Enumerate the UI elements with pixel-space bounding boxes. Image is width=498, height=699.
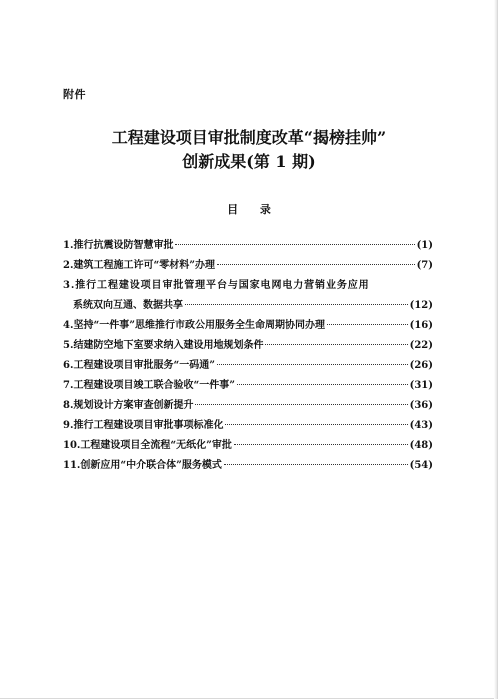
toc-entry-page: (36) <box>409 400 433 411</box>
toc-heading: 目 录 <box>227 203 271 216</box>
toc-entry[interactable] <box>63 376 433 396</box>
toc-leader-dots <box>195 404 407 405</box>
page-edge <box>494 0 497 699</box>
toc-entry-page: (48) <box>409 440 433 451</box>
toc-entry[interactable] <box>63 316 433 336</box>
toc-entry-title: 10.工程建设项目全流程“无纸化”审批 <box>63 440 232 451</box>
toc-entry[interactable] <box>63 336 433 356</box>
toc-leader-dots <box>217 364 408 365</box>
toc-entry-title: 9.推行工程建设项目审批事项标准化 <box>63 420 224 431</box>
table-of-contents <box>63 236 433 476</box>
toc-entry[interactable] <box>63 356 433 376</box>
toc-entry-title: 5.结建防空地下室要求纳入建设用地规划条件 <box>63 340 264 351</box>
toc-entry-title: 8.规划设计方案审查创新提升 <box>63 400 194 411</box>
toc-entry-page: (43) <box>409 420 433 431</box>
toc-entry[interactable] <box>63 416 433 436</box>
toc-entry-title: 2.建筑工程施工许可“零材料”办理 <box>63 260 215 271</box>
attachment-label: 附件 <box>63 88 86 101</box>
toc-entry-title: 6.工程建设项目审批服务“一码通” <box>63 360 215 371</box>
toc-leader-dots <box>224 464 408 465</box>
toc-entry-title: 1.推行抗震设防智慧审批 <box>63 240 174 251</box>
toc-entry-continuation[interactable] <box>63 296 433 316</box>
document-title-line2: 创新成果(第 1 期) <box>182 152 316 171</box>
toc-leader-dots <box>265 344 407 345</box>
toc-entry-title: 11.创新应用“中介联合体”服务模式 <box>63 460 222 471</box>
toc-entry-page: (12) <box>409 300 433 311</box>
toc-leader-dots <box>175 244 414 245</box>
toc-leader-dots <box>234 444 408 445</box>
toc-entry-page: (16) <box>409 320 433 331</box>
toc-leader-dots <box>225 424 407 425</box>
toc-entry-title: 系统双向互通、数据共享 <box>73 300 183 311</box>
toc-leader-dots <box>237 384 408 385</box>
toc-entry-title: 7.工程建设项目竣工联合验收“一件事” <box>63 380 235 391</box>
toc-entry-page: (31) <box>409 380 433 391</box>
toc-entry-page: (1) <box>416 240 433 251</box>
toc-leader-dots <box>185 304 408 305</box>
toc-entry[interactable] <box>63 256 433 276</box>
toc-entry-title: 4.坚持“一件事”思维推行市政公用服务全生命周期协同办理 <box>63 320 325 331</box>
toc-entry[interactable] <box>63 456 433 476</box>
toc-entry-page: (7) <box>416 260 433 271</box>
toc-leader-dots <box>327 324 408 325</box>
toc-entry-page: (54) <box>409 460 433 471</box>
toc-entry-page: (22) <box>409 340 433 351</box>
toc-entry-page: (26) <box>409 360 433 371</box>
toc-entry[interactable] <box>63 436 433 456</box>
document-title-line1: 工程建设项目审批制度改革“揭榜挂帅” <box>111 128 387 147</box>
toc-entry[interactable] <box>63 396 433 416</box>
toc-entry-title: 3.推行工程建设项目审批管理平台与国家电网电力营销业务应用 <box>63 280 370 291</box>
toc-entry[interactable] <box>63 236 433 256</box>
toc-leader-dots <box>217 264 415 265</box>
toc-entry[interactable] <box>63 276 433 296</box>
